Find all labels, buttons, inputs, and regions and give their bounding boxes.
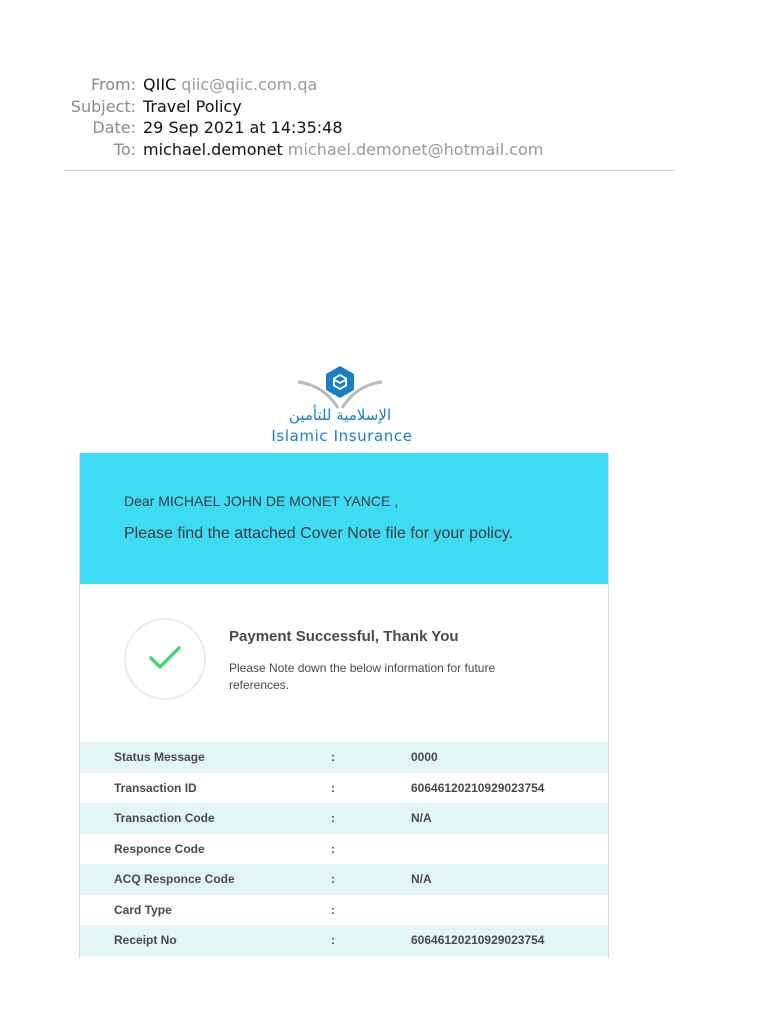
logo-emblem-icon <box>248 362 438 412</box>
payment-note: Please Note down the below information for future references. <box>229 661 496 692</box>
email-card <box>79 453 609 958</box>
subject-label: Subject: <box>70 96 136 116</box>
row-label: Card Type <box>114 902 172 917</box>
logo-english-text: Islamic Insurance <box>271 427 413 445</box>
row-value <box>411 834 608 865</box>
success-badge <box>124 618 206 700</box>
table-row <box>80 864 608 895</box>
table-row <box>80 895 608 926</box>
greeting-text: Dear MICHAEL JOHN DE MONET YANCE , <box>124 493 399 509</box>
date-value: 29 Sep 2021 at 14:35:48 <box>143 118 343 137</box>
from-address: qiic@qiic.com.qa <box>181 75 318 94</box>
row-label: Transaction ID <box>114 780 197 795</box>
from-label: From: <box>90 75 136 94</box>
date-label: Date: <box>92 118 136 137</box>
table-row <box>80 742 608 773</box>
row-separator: : <box>331 933 335 948</box>
check-icon <box>149 645 181 671</box>
row-value <box>411 895 608 926</box>
subject-row <box>0 96 768 118</box>
to-address: michael.demonet@hotmail.com <box>287 139 544 159</box>
row-label: Transaction Code <box>114 811 215 826</box>
email-header <box>0 74 768 160</box>
greeting-banner <box>80 453 608 584</box>
row-separator: : <box>331 750 335 765</box>
from-row <box>0 74 768 96</box>
row-label: Responce Code <box>114 841 205 856</box>
header-divider <box>64 170 675 171</box>
table-row <box>80 773 608 804</box>
cover-note-message: Please find the attached Cover Note file for your policy. <box>124 525 514 542</box>
table-row <box>80 834 608 865</box>
row-separator: : <box>331 780 335 795</box>
table-row <box>80 925 608 956</box>
to-row <box>0 139 768 161</box>
transaction-details-table <box>80 742 608 956</box>
from-value[interactable] <box>143 74 317 96</box>
to-value[interactable] <box>143 139 543 161</box>
subject-value: Travel Policy <box>143 96 242 116</box>
to-name: michael.demonet <box>143 139 283 159</box>
table-row <box>80 803 608 834</box>
row-value: N/A <box>411 872 432 887</box>
row-label: Receipt No <box>114 933 177 948</box>
islamic-insurance-logo <box>248 362 438 448</box>
row-label: Status Message <box>114 750 205 765</box>
to-label: To: <box>113 139 136 159</box>
row-value: N/A <box>411 811 432 826</box>
row-separator: : <box>331 811 335 826</box>
row-value: 60646120210929023754 <box>411 780 545 795</box>
row-value: 60646120210929023754 <box>411 933 545 948</box>
row-label: ACQ Responce Code <box>114 872 235 887</box>
logo-arabic-text: الإسلامية للتأمين <box>288 406 392 424</box>
row-separator: : <box>331 872 335 887</box>
from-name: QIIC <box>143 75 177 94</box>
row-separator: : <box>331 902 335 917</box>
payment-title: Payment Successful, Thank You <box>229 628 459 645</box>
row-separator: : <box>331 841 335 856</box>
date-row <box>0 117 768 139</box>
row-value: 0000 <box>411 750 438 765</box>
